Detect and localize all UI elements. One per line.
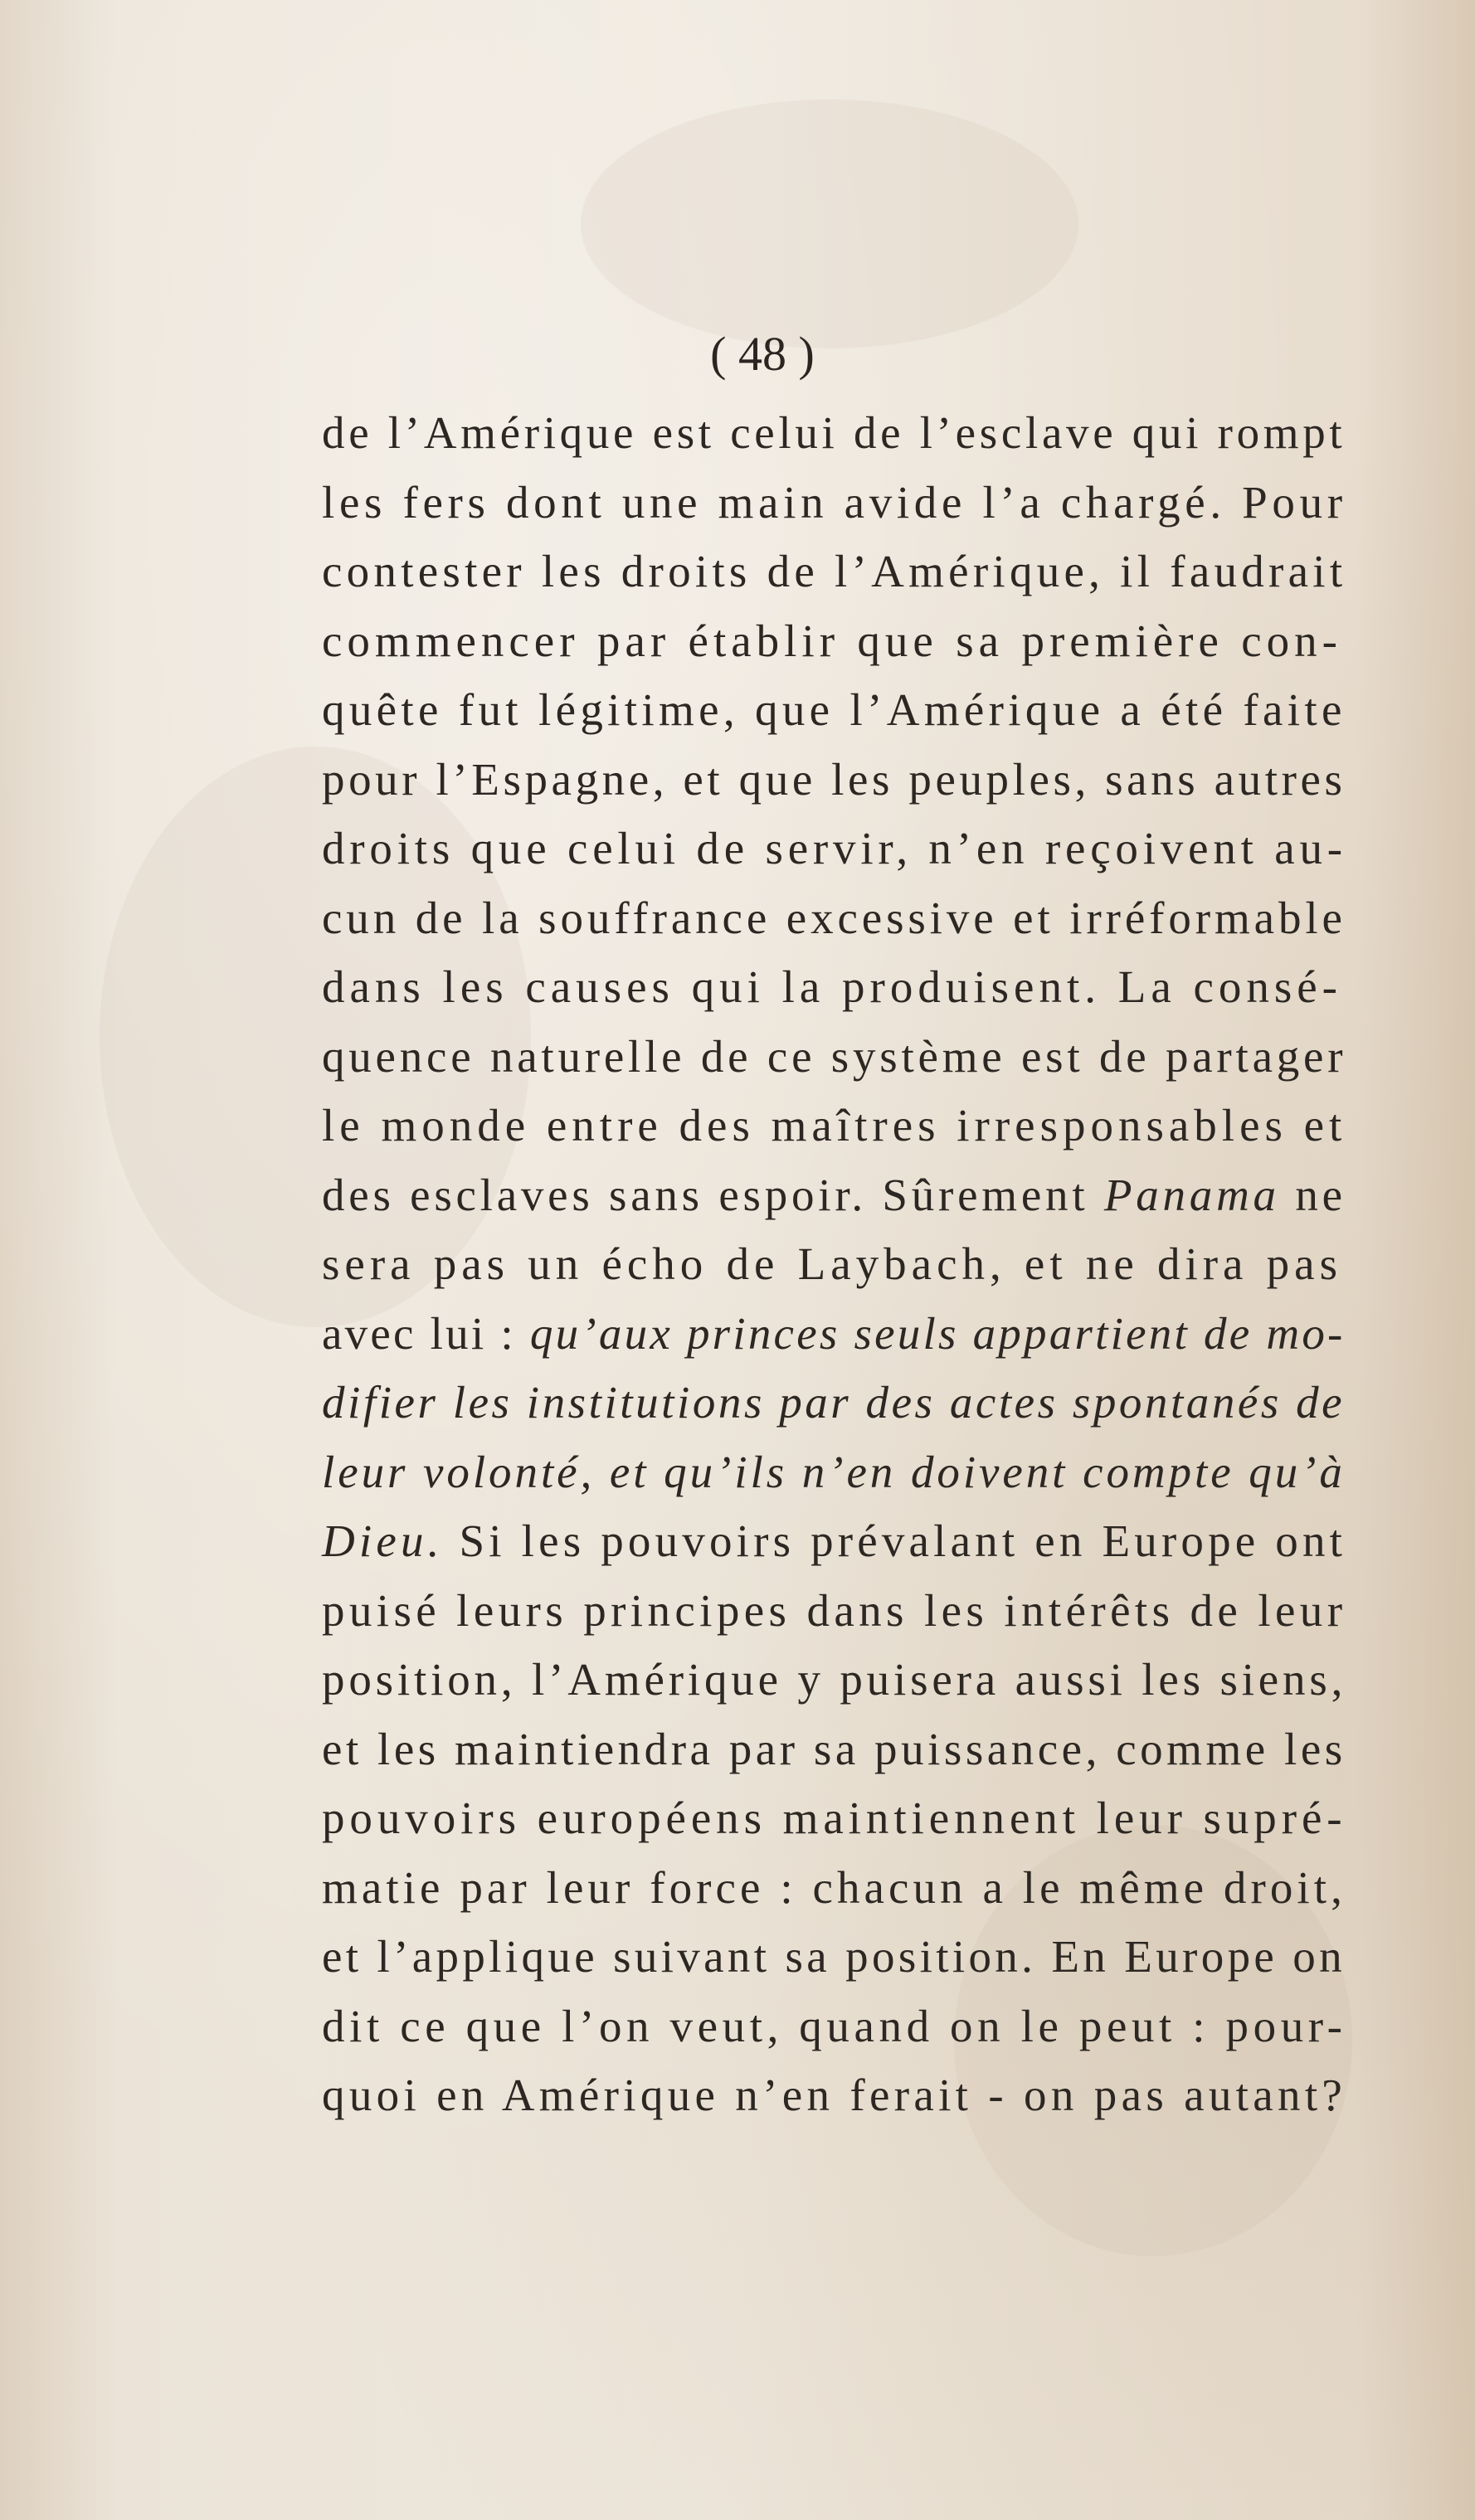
- italic-text: qu’aux princes seuls appartient de mo-: [529, 1307, 1346, 1359]
- text-line: [322, 1853, 1346, 1923]
- text-segment: matie par leur force : chacun a le même droit,: [322, 1861, 1346, 1913]
- text-line: [322, 1506, 1347, 1576]
- text-segment: puisé leurs principes dans les intérêts de leur: [322, 1584, 1347, 1636]
- paper-stain: [581, 100, 1078, 348]
- italic-text: leur volonté, et qu’ils n’en doivent compte qu’à: [322, 1446, 1346, 1497]
- text-line: [322, 675, 1346, 745]
- text-segment: dit ce que l’on veut, quand on le peut : pour-: [322, 2000, 1347, 2051]
- text-segment: dans les causes qui la produisent. La consé-: [322, 961, 1342, 1012]
- text-line: [322, 1229, 1342, 1299]
- text-segment: et l’applique suivant sa position. En Europe on: [322, 1931, 1346, 1982]
- text-line: [322, 537, 1347, 606]
- text-segment: ne: [1279, 1169, 1346, 1220]
- text-line: [322, 1368, 1346, 1438]
- text-line: [322, 1576, 1347, 1646]
- text-line: [322, 1645, 1347, 1715]
- text-segment: les fers dont une main avide l’a chargé. Pour: [322, 476, 1347, 528]
- text-segment: Si les pouvoirs prévalant en Europe ont: [443, 1515, 1347, 1566]
- text-line: [322, 952, 1342, 1022]
- text-segment: quence naturelle de ce système est de partager: [322, 1030, 1347, 1082]
- italic-text: difier les institutions par des actes spontanés de: [322, 1377, 1346, 1428]
- text-line: [322, 1715, 1346, 1784]
- text-line: [322, 883, 1346, 953]
- text-segment: de l’Amérique est celui de l’esclave qui rompt: [322, 407, 1346, 458]
- text-segment: des esclaves sans espoir. Sûrement: [322, 1169, 1104, 1220]
- italic-text: Dieu.: [322, 1515, 444, 1566]
- text-line: [322, 398, 1346, 468]
- text-line: [322, 1922, 1346, 1992]
- text-segment: commencer par établir que sa première con-: [322, 615, 1342, 666]
- text-segment: le monde entre des maîtres irresponsables et: [322, 1100, 1347, 1151]
- text-segment: droits que celui de servir, n’en reçoivent au-: [322, 823, 1347, 873]
- page-number: ( 48 ): [710, 327, 815, 381]
- text-segment: position, l’Amérique y puisera aussi les siens,: [322, 1654, 1347, 1705]
- text-line: [322, 1091, 1347, 1160]
- text-line: [322, 1160, 1346, 1230]
- text-line: [322, 1022, 1347, 1092]
- text-segment: pour l’Espagne, et que les peuples, sans autres: [322, 753, 1346, 805]
- text-segment: avec lui :: [322, 1307, 530, 1359]
- text-segment: quête fut légitime, que l’Amérique a été faite: [322, 684, 1346, 735]
- text-line: [322, 606, 1342, 676]
- body-text: [322, 398, 1347, 2130]
- text-line: [322, 745, 1346, 815]
- text-segment: quoi en Amérique n’en ferait - on pas autant?: [322, 2070, 1347, 2120]
- text-segment: cun de la souffrance excessive et irréformable: [322, 892, 1346, 943]
- text-segment: pouvoirs européens maintiennent leur supré-: [322, 1793, 1347, 1843]
- text-segment: sera pas un écho de Laybach, et ne dira pas: [322, 1238, 1342, 1289]
- text-line: [322, 1438, 1346, 1507]
- text-line: [322, 1299, 1346, 1369]
- text-segment: contester les droits de l’Amérique, il faudrait: [322, 546, 1347, 596]
- text-line: [322, 2060, 1347, 2130]
- text-line: [322, 814, 1347, 883]
- text-segment: et les maintiendra par sa puissance, comme les: [322, 1723, 1346, 1774]
- text-line: [322, 468, 1347, 538]
- text-line: [322, 1992, 1347, 2061]
- italic-text: Panama: [1103, 1169, 1280, 1220]
- text-line: [322, 1783, 1347, 1853]
